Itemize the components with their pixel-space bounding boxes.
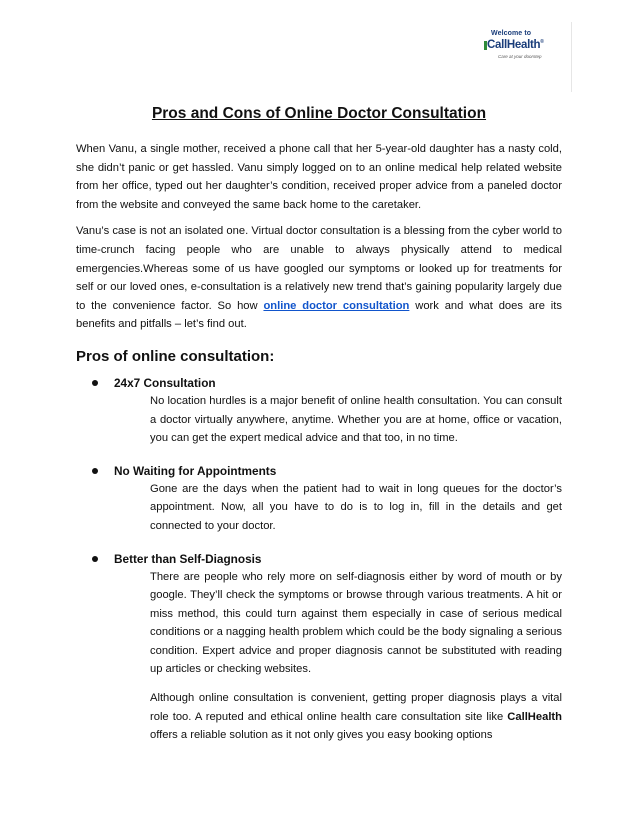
pros-item-title: 24x7 Consultation — [114, 375, 216, 390]
logo-welcome-text: Welcome to — [491, 30, 532, 37]
bullet-icon — [92, 556, 98, 562]
page-title: Pros and Cons of Online Doctor Consultation — [151, 105, 487, 122]
intro-paragraph: When Vanu, a single mother, received a phone call that her 5-year-old daughter has a nasty cold, she didn’t panic or get hassled. Vanu simply logged on to an online medical help related website from her office, typed out her daughter’s condition, received proper advice from a paneled doctor from the website and conveyed the same back home to the caretaker. — [76, 143, 562, 211]
context-paragraph-end: work and what does are its benefits and pitfalls – let’s find out. — [76, 299, 562, 331]
logo-brand-call: Call — [487, 39, 507, 51]
pros-list-item — [76, 550, 562, 745]
logo-brand — [487, 39, 544, 51]
pros-item-heading — [76, 462, 562, 480]
pros-item-body — [76, 480, 562, 536]
pros-list-item — [76, 374, 562, 448]
pros-item-text: Gone are the days when the patient had to wait in long queues for the doctor’s appointment. Now, all you have to do is to log in, fill in the details and get connected to your doctor. — [150, 482, 562, 532]
pros-item-text-continued — [150, 689, 562, 745]
pros-item-text: No location hurdles is a major benefit of online health consultation. You can consult a doctor virtually anywhere, anytime. Whether you are at home, office or vacation, you can get the expert medical advice and that too, in no time. — [150, 394, 562, 445]
pros-item-text: There are people who rely more on self-diagnosis either by word of mouth or by google. They’ll check the symptoms or browse through various treatments. A hit or miss method, this could turn against them especially in case of serious medical conditions or a nagging health problem which could be the body signaling a serious condition. Expert advice and proper diagnosis cannot be substituted with reading up articles or checking websites. — [150, 570, 562, 676]
logo-reg-mark: ® — [540, 39, 544, 46]
pros-item-text2-start: Although online consultation is convenient, getting proper diagnosis plays a vital role too. A reputed and ethical online health care consultation site like — [150, 692, 562, 723]
pros-heading: Pros of online consultation: — [76, 347, 275, 365]
pros-item-body — [76, 568, 562, 745]
online-doctor-consultation-link[interactable]: online doctor consultation — [263, 299, 410, 312]
logo-tagline: Care at your doorstep — [498, 54, 542, 59]
pros-item-text2-end: offers a reliable solution as it not only gives you easy booking options — [150, 729, 493, 742]
callhealth-brand-mention: CallHealth — [507, 710, 562, 723]
callhealth-logo — [484, 22, 572, 92]
pros-item-heading — [76, 550, 562, 568]
bullet-icon — [92, 468, 98, 474]
pros-item-title: No Waiting for Appointments — [114, 463, 277, 478]
pros-item-title: Better than Self-Diagnosis — [114, 551, 262, 566]
document-content — [76, 104, 562, 759]
pros-item-body — [76, 392, 562, 448]
context-paragraph-start: Vanu’s case is not an isolated one. Virtual doctor consultation is a blessing from the cyber world to time-crunch facing people who are unable to always physically attend to medical emergencies.Whereas some of us have googled our symptoms or looked up for treatments for self or our loved ones, e-consultation is a relatively new trend that’s gaining popularity largely due to the convenience factor. So how — [76, 225, 562, 312]
pros-list-item — [76, 462, 562, 536]
pros-item-heading — [76, 374, 562, 392]
logo-brand-health: Health — [506, 39, 541, 51]
bullet-icon — [92, 380, 98, 386]
context-paragraph — [76, 222, 562, 334]
